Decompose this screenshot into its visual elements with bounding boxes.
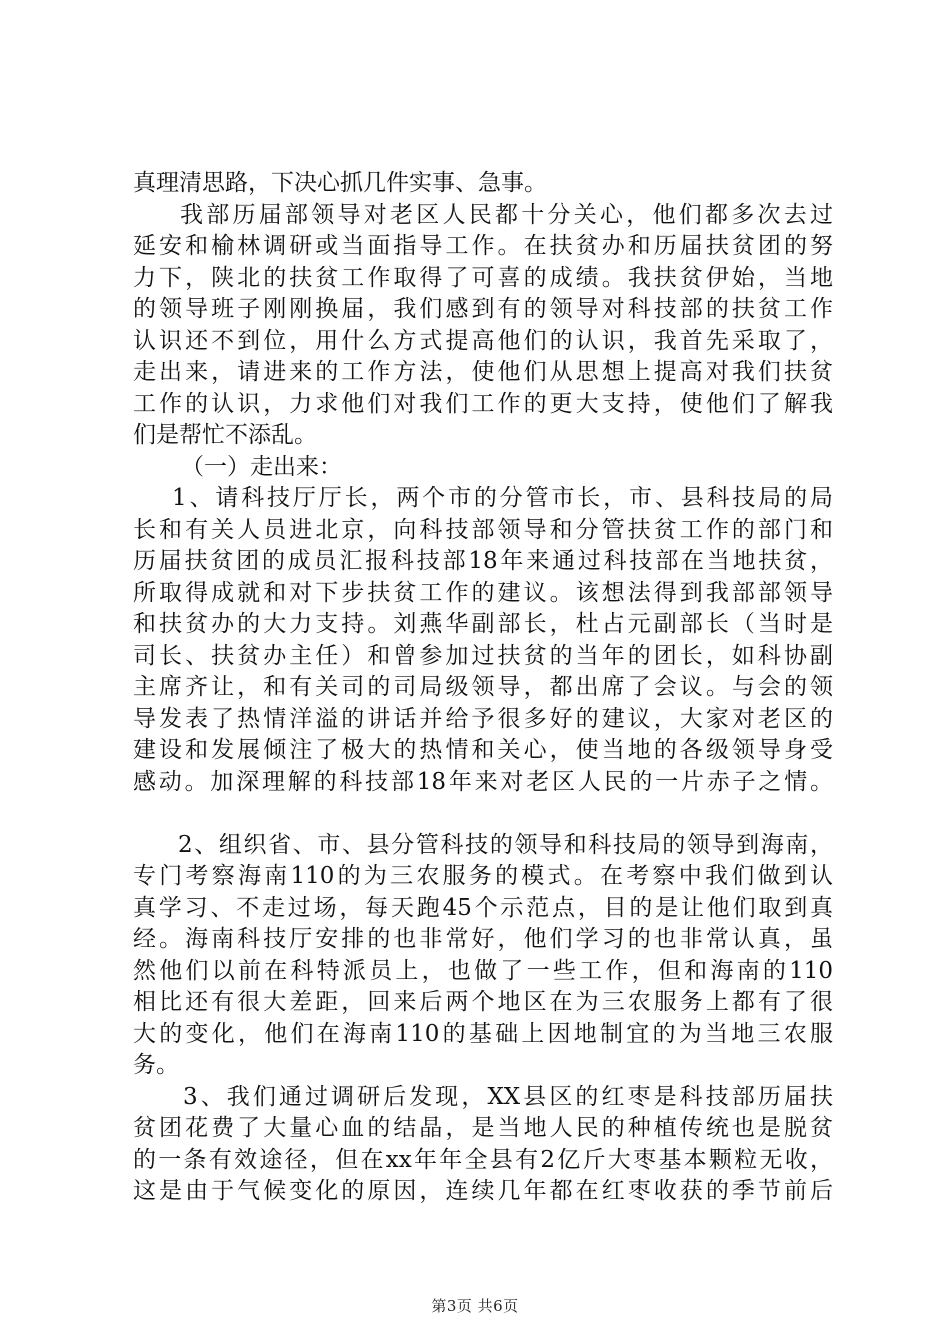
text-line: 经。海南科技厅安排的也非常好，他们学习的也非常认真，虽 [133, 926, 833, 952]
text-line: 贫团花费了大量心血的结晶，是当地人民的种植传统也是脱贫 [133, 1115, 833, 1141]
text-line: 认识还不到位，用什么方式提高他们的认识，我首先采取了， [133, 327, 833, 354]
text-line: 长和有关人员进北京，向科技部领导和分管扶贫工作的部门和 [133, 516, 833, 543]
text-line: 感动。加深理解的科技部18年来对老区人民的一片赤子之情。 [133, 768, 833, 795]
text-line: 延安和榆林调研或当面指导工作。在扶贫办和历届扶贫团的努 [133, 233, 833, 259]
text-line: 力下，陕北的扶贫工作取得了可喜的成绩。我扶贫伊始，当地 [133, 264, 833, 291]
paragraph-first-line: 我部历届部领导对老区人民都十分关心，他们都多次去过 [180, 201, 833, 228]
text-line: 的一条有效途径，但在xx年年全县有2亿斤大枣基本颗粒无收， [133, 1146, 833, 1173]
text-line: 相比还有很大差距，回来后两个地区在为三农服务上都有了很 [133, 989, 833, 1015]
text-line: 历届扶贫团的成员汇报科技部18年来通过科技部在当地扶贫， [133, 548, 833, 574]
text-line: 然他们以前在科特派员上，也做了一些工作，但和海南的110 [133, 957, 833, 984]
section-heading: （一）走出来： [181, 453, 342, 480]
text-line: 的领导班子刚刚换届，我们感到有的领导对科技部的扶贫工作 [133, 296, 833, 322]
text-line: 和扶贫办的大力支持。刘燕华副部长，杜占元副部长（当时是 [133, 611, 833, 637]
text-line: 工作的认识，力求他们对我们工作的更大支持，使他们了解我 [133, 390, 833, 417]
paragraph-spacer [133, 798, 833, 830]
text-line: 专门考察海南110的为三农服务的模式。在考察中我们做到认 [133, 863, 833, 889]
paragraph-first-line: 1、请科技厅厅长，两个市的分管市长，市、县科技局的局 [172, 485, 833, 511]
text-line: 所取得成就和对下步扶贫工作的建议。该想法得到我部部领导 [133, 579, 833, 606]
text-line: 走出来，请进来的工作方法，使他们从思想上提高对我们扶贫 [133, 359, 833, 385]
page-number-footer: 第3页 共6页 [431, 1297, 519, 1315]
text-line: 这是由于气候变化的原因，连续几年都在红枣收获的季节前后 [133, 1178, 833, 1204]
text-line: 导发表了热情洋溢的讲话并给予很多好的建议，大家对老区的 [133, 705, 833, 732]
document-body [133, 168, 833, 1208]
text-line: 真学习、不走过场，每天跑45个示范点，目的是让他们取到真 [133, 894, 833, 921]
text-line: 建设和发展倾注了极大的热情和关心，使当地的各级领导身受 [133, 737, 833, 763]
paragraph-first-line: 2、组织省、市、县分管科技的领导和科技局的领导到海南， [178, 831, 833, 858]
paragraph-first-line: 3、我们通过调研后发现，XX县区的红枣是科技部历届扶 [183, 1083, 833, 1110]
text-line: 司长、扶贫办主任）和曾参加过扶贫的当年的团长，如科协副 [133, 642, 833, 669]
text-line: 真理清思路，下决心抓几件实事、急事。 [133, 170, 547, 196]
text-line: 大的变化，他们在海南110的基础上因地制宜的为当地三农服 [133, 1020, 833, 1047]
text-line: 们是帮忙不添乱。 [133, 422, 317, 448]
text-line: 务。 [133, 1052, 179, 1078]
text-line: 主席齐让，和有关司的司局级领导，都出席了会议。与会的领 [133, 674, 833, 700]
